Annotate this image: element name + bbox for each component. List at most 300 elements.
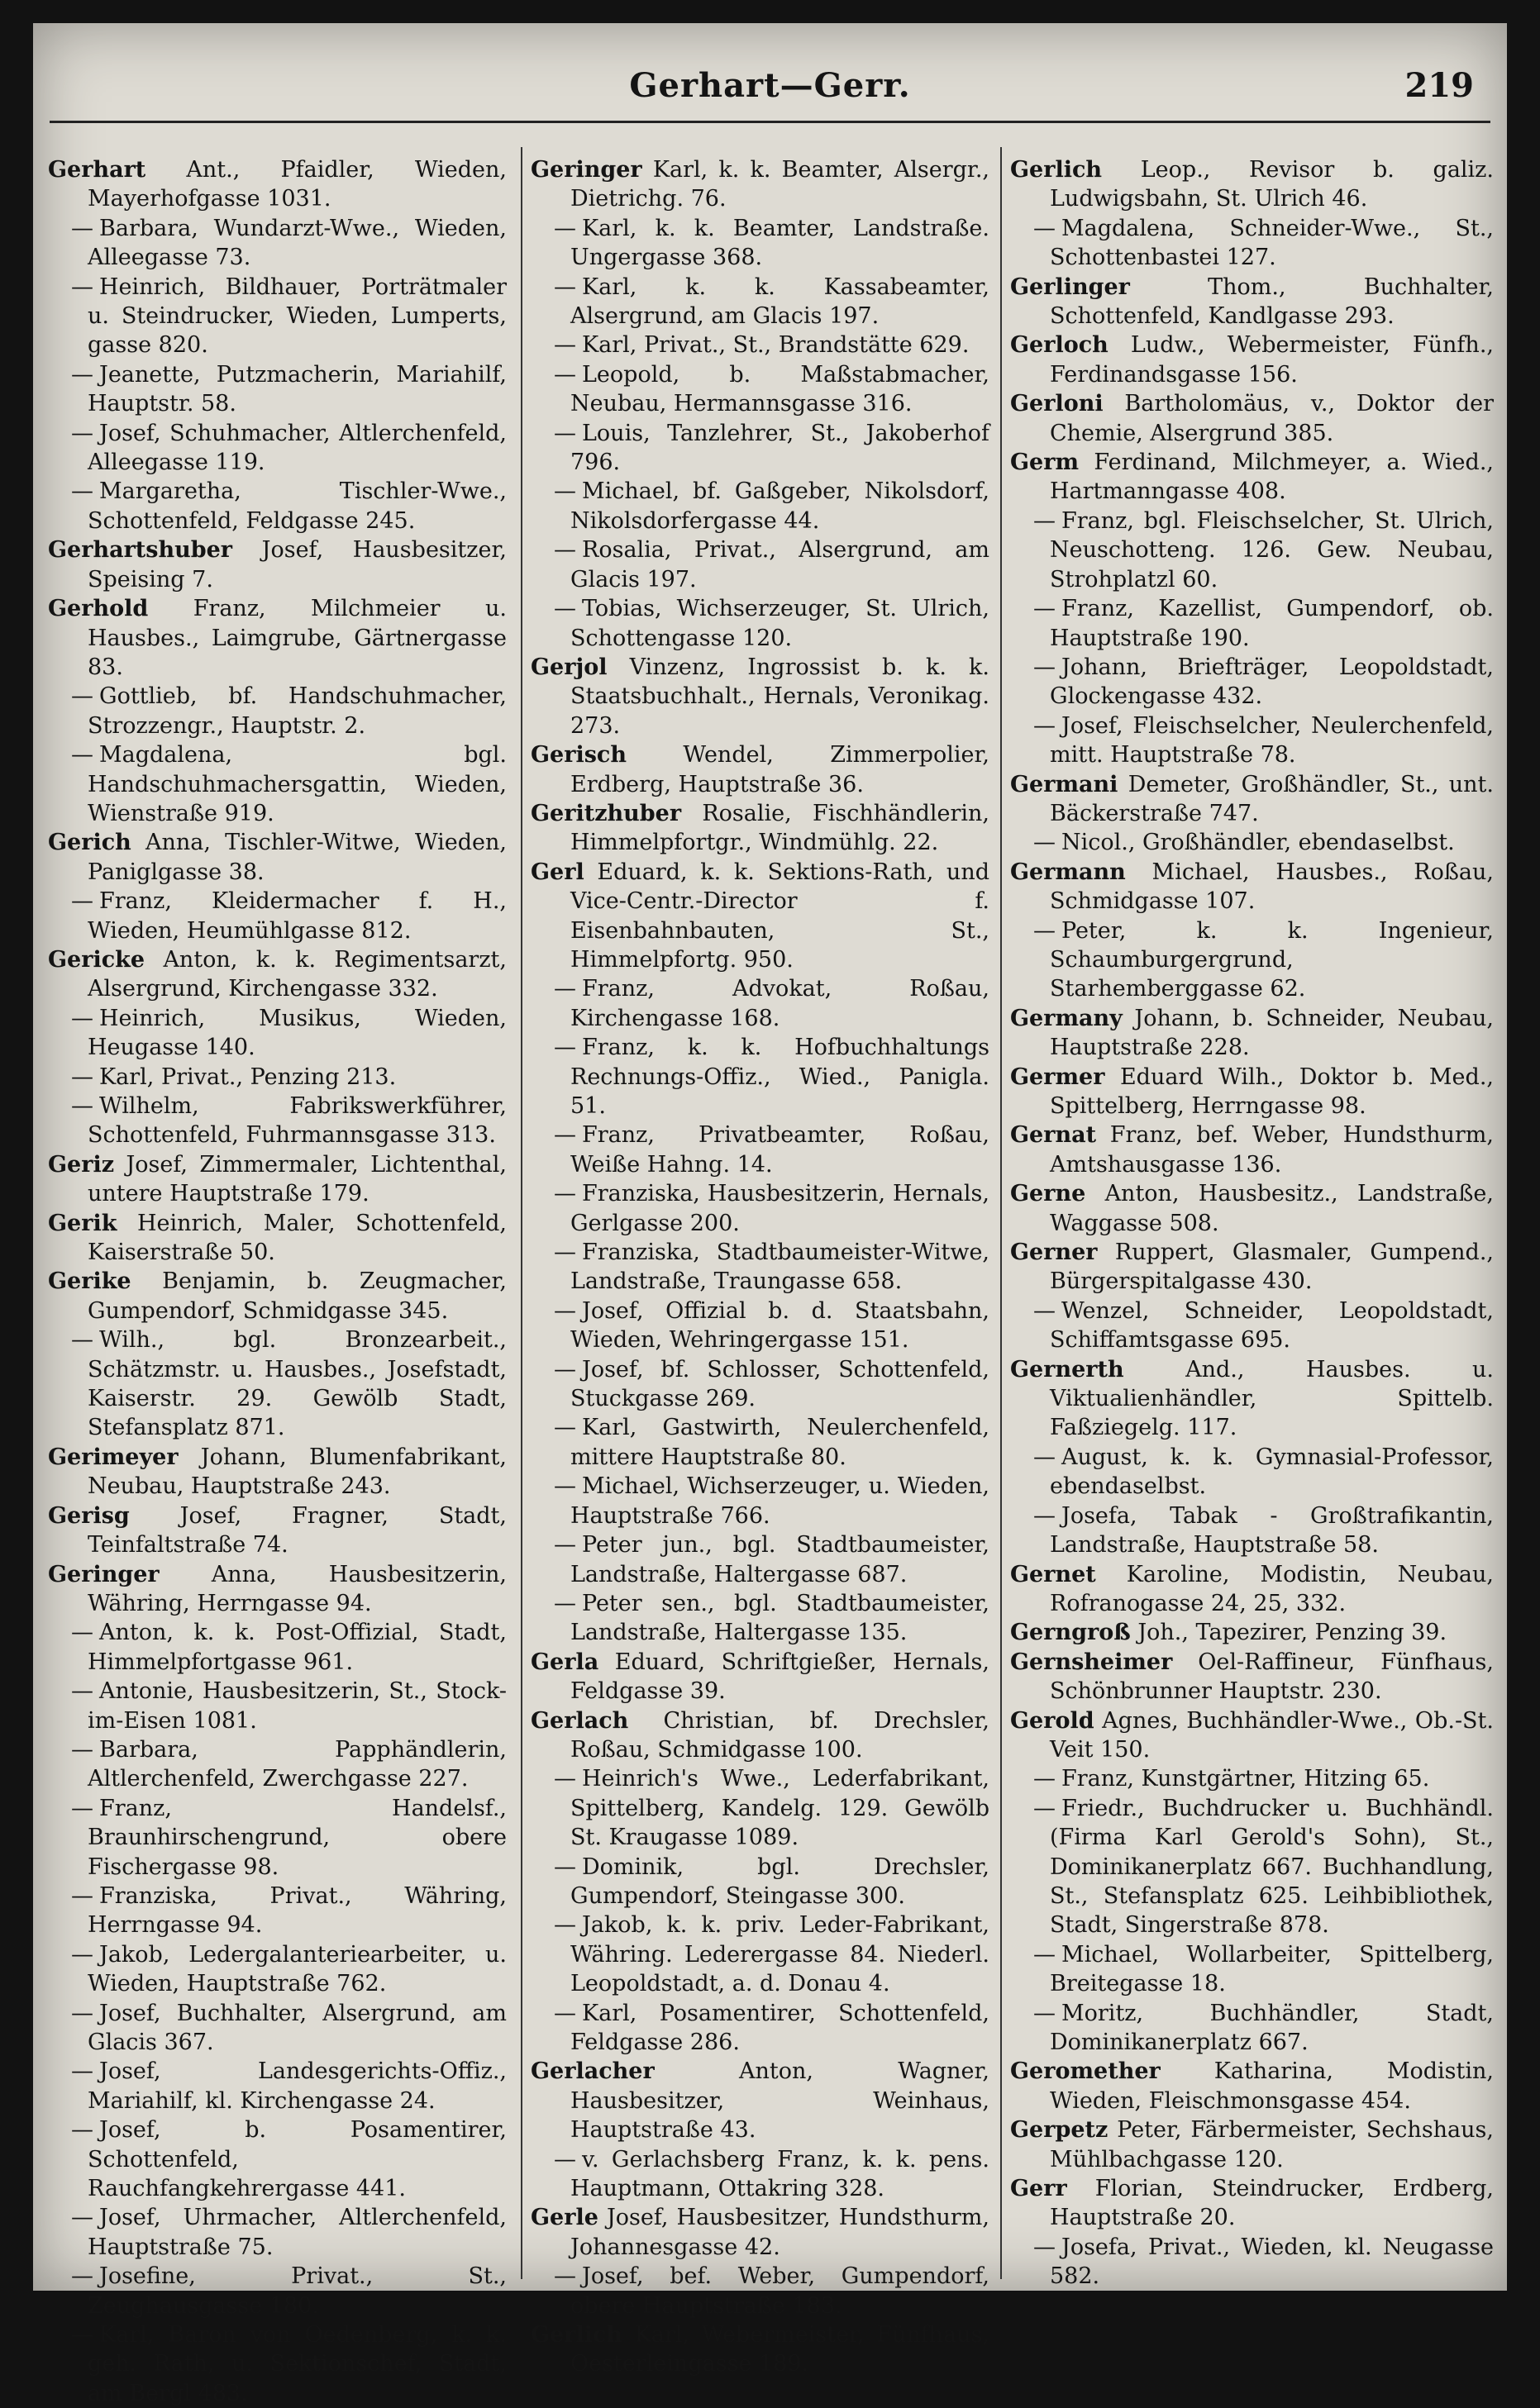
entry-text: Barbara, Wundarzt-Wwe., Wieden, Alleegasse 73. [88,215,507,271]
entry-text: Josef, Hausbesitzer, Hundsthurm, Johannesgasse 42. [570,2205,989,2260]
directory-entry [48,1618,507,1677]
entry-text: Christian, bf. Drechsler, Roßau, Schmidgasse 100. [570,1707,989,1763]
entry-text: Karl, k. k. Kassabeamter, Alsergrund, am Glacis 197. [570,274,989,330]
entry-surname: Germ [1010,450,1080,476]
entry-text: Jakob, k. k. priv. Leder-Fabrikant, Währing. Lederergasse 84. Niederl. Leopoldstadt, a. d. Donau 4. [570,1912,989,1997]
directory-entry [48,155,507,214]
entry-text: Eduard Wilh., Doktor b. Med., Spittelberg, Herrngasse 98. [1050,1064,1494,1119]
directory-entry [48,1677,507,1735]
entry-text: Margaretha, Tischler-Wwe., Schottenfeld, Feldgasse 245. [88,478,507,534]
entry-dash: — [554,2263,576,2290]
directory-entry [531,2262,989,2320]
directory-entry [531,2203,989,2262]
entry-dash: — [71,2322,93,2349]
entry-text: Rosalie, Fischhändlerin, Himmelpfortgr., Windmühlg. 22. [570,800,989,856]
entry-text: Josef, Hausbesitzer, Speising 7. [88,537,507,592]
entry-text: Franz, Milchmeier u. Hausbes., Laimgrube, Gärtnergasse 83. [88,596,507,680]
entry-text: Oel-Raffineur, Fünfhaus, Schönbrunner Hauptstr. 230. [1050,1649,1494,1705]
directory-entry [1010,1179,1494,1238]
entry-surname: Gerimeyer [48,1444,179,1470]
entry-surname: Germani [1010,771,1118,797]
entry-text: Karl, Privat., Penzing 213. [99,1064,397,1090]
column-divider [521,147,522,2279]
entry-text: Louis, Tanzlehrer, St., Jakoberhof 796. [570,420,989,476]
directory-entry [1010,653,1494,711]
entry-text: Ferdinand, Milchmeyer, a. Wied., Hartmanngasse 408. [1050,450,1494,505]
entry-surname: Gerr [1010,2176,1067,2202]
entry-dash: — [71,2000,93,2026]
entry-text: Josef, bef. Weber, Gumpendorf, obere Hauptstraße 183. [570,2263,989,2319]
directory-entry [531,1706,989,1765]
entry-text: Franziska, Privat., Währing, Herrngasse 94. [88,1882,507,1939]
column-divider [1000,147,1002,2279]
entry-dash: — [554,1240,576,1266]
directory-entry [48,1560,507,1619]
entry-dash: — [1033,215,1056,241]
entry-surname: Gerhartshuber [48,537,233,564]
entry-text: Josefa, Privat., Wieden, kl. Neugasse 582. [1050,2234,1494,2290]
entry-text: Leop., Revisor b. galiz. Ludwigsbahn, St. Ulrich 46. [1050,157,1494,212]
entry-text: Josef, Fragner, Stadt, Teinfaltstraße 74. [88,1502,507,1559]
entry-surname: Geritzhuber [531,800,682,826]
entry-text: Anton, k. k. Post-Offizial, Stadt, Himmelpfortgasse 961. [88,1620,507,1675]
entry-text: Rosalia, Privat., Alsergrund, am Glacis 197. [570,537,989,592]
entry-text: Ludw., Webermeister, Fünfh., Ferdinandsgasse 156. [1050,332,1494,388]
directory-entry [1010,770,1494,829]
entry-text: Anton, Wagner, Hausbesitzer, Weinhaus, Hauptstraße 43. [570,2058,989,2144]
entry-surname: Geriz [48,1151,115,1178]
directory-entry [1010,155,1494,214]
entry-text: Franz, Privatbeamter, Roßau, Weiße Hahng. 14. [570,1122,989,1178]
directory-entry [531,1297,989,1355]
column-2 [531,155,989,2377]
entry-dash: — [71,478,93,505]
entry-surname: Germany [1010,1005,1123,1031]
entry-dash: — [71,2058,93,2085]
entry-dash: — [71,2205,93,2231]
directory-entry [1010,331,1494,389]
directory-entry [531,974,989,1033]
entry-dash: — [71,1795,93,1821]
directory-entry [1010,273,1494,331]
entry-dash: — [71,361,93,388]
entry-text: Anton, Hausbesitz., Landstraße, Waggasse 508. [1050,1181,1494,1236]
entry-surname: Gerne [1010,1181,1086,1207]
entry-text: Agnes, Buchhändler-Wwe., Ob.-St. Veit 150. [1050,1707,1494,1763]
directory-entry [531,2145,989,2204]
directory-entry [48,2115,507,2203]
entry-dash: — [1033,1941,1056,1968]
directory-entry [531,1413,989,1472]
entry-text: Magdalena, Schneider-Wwe., St., Schottenbastei 127. [1050,215,1494,271]
directory-entry [48,214,507,273]
entry-dash: — [71,1005,93,1031]
directory-entry [531,1911,989,1998]
entry-text: Franziska, Stadtbaumeister-Witwe, Landstraße, Traungasse 658. [570,1240,989,1295]
entry-text: Heinrich, Maler, Schottenfeld, Kaiserstraße 50. [88,1210,507,1266]
entry-dash: — [554,1473,576,1500]
directory-entry [531,594,989,653]
directory-entry [1010,2233,1494,2291]
entry-surname: Germann [1010,859,1126,885]
directory-entry [531,214,989,273]
entry-text: Florian, Steindrucker, Erdberg, Hauptstraße 20. [1050,2176,1494,2231]
entry-text: Jeanette, Putzmacherin, Mariahilf, Hauptstr. 58. [88,361,507,417]
directory-entry [48,594,507,682]
entry-text: Franz, Kunstgärtner, Hitzing 65. [1061,1766,1430,1792]
entry-dash: — [1033,830,1056,856]
entry-text: Katharina, Modistin, Wieden, Fleischmonsgasse 454. [1050,2058,1494,2114]
entry-text: Michael, Wichserzeuger, u. Wieden, Hauptstraße 766. [570,1473,989,1529]
entry-text: And., Hausbes. u. Viktualienhändler, Spittelb. Faßziegelg. 117. [1050,1356,1494,1441]
entry-surname: Gerlach [531,1707,629,1734]
entry-text: August, k. k. Gymnasial-Professor, ebendaselbst. [1050,1444,1494,1500]
entry-text: Josef, bf. Schlosser, Schottenfeld, Stuckgasse 269. [570,1356,989,1412]
directory-entry [1010,916,1494,1004]
entry-dash: — [554,596,576,622]
entry-surname: Geringer [531,157,642,183]
directory-entry [1010,1355,1494,1443]
entry-text: Peter sen., bgl. Stadtbaumeister, Landstraße, Haltergasse 135. [570,1590,989,1646]
column-1 [48,155,507,2406]
directory-entry [1010,1706,1494,1765]
directory-entry [1010,1560,1494,1619]
directory-entry [531,1589,989,1648]
directory-entry [48,887,507,945]
directory-entry [48,535,507,594]
entry-text: Benjamin, b. Zeugmacher, Gumpendorf, Schmidgasse 345. [88,1268,507,1324]
directory-entry [1010,1940,1494,1999]
directory-entry [48,2320,507,2408]
entry-dash: — [71,1736,93,1763]
entry-dash: — [1033,1297,1056,1324]
entry-text: Leopold, b. Maßstabmacher, Neubau, Hermannsgasse 316. [570,361,989,417]
entry-surname: Gerlich [1010,157,1103,183]
entry-surname: Gernsheimer [1010,1649,1173,1675]
directory-entry [48,1501,507,1560]
directory-entry [48,1999,507,2058]
entry-surname: Gerhold [48,596,149,622]
directory-entry [531,360,989,419]
entry-surname: Gernerth [1010,1356,1124,1382]
directory-entry [531,273,989,331]
entry-surname: Gerhart [48,157,146,183]
entry-surname: Gerisg [48,1502,130,1529]
directory-entry [1010,2057,1494,2115]
directory-entry [531,653,989,740]
entry-dash: — [554,1766,576,1792]
entry-surname: Gerold [1010,1707,1094,1734]
entry-dash: — [554,1181,576,1207]
entry-dash: — [71,1620,93,1646]
directory-entry [48,477,507,535]
entry-text: v. Gerlachsberg Franz, k. k. pens. Hauptmann, Ottakring 328. [570,2146,989,2202]
entry-dash: — [71,1327,93,1354]
entry-text: Josef, Fleischselcher, Neulerchenfeld, mitt. Hauptstraße 78. [1050,712,1494,769]
entry-surname: Gerl [531,859,584,885]
entry-text: Heinrich, Bildhauer, Porträtmaler u. Steindrucker, Wieden, Lumperts, gasse 820. [88,274,507,359]
directory-entry [531,1033,989,1121]
entry-dash: — [554,2146,576,2172]
entry-text: Johann, Blumenfabrikant, Neubau, Hauptstraße 243. [88,1444,507,1500]
directory-entry [1010,1618,1494,1647]
directory-entry [48,1267,507,1325]
entry-text: Tobias, Wichserzeuger, St. Ulrich, Schottengasse 120. [570,596,989,651]
entry-surname: Gerle [531,2205,598,2231]
entry-dash: — [71,683,93,710]
entry-dash: — [71,1093,93,1119]
entry-text: Michael, Wollarbeiter, Spittelberg, Breitegasse 18. [1050,1941,1494,1997]
directory-entry [1010,1121,1494,1179]
directory-entry [531,2057,989,2144]
directory-entry [1010,1443,1494,1501]
entry-dash: — [1033,654,1056,680]
entry-text: Josef, Schuhmacher, Altlerchenfeld, Alleegasse 119. [88,420,507,476]
directory-entry [1010,2115,1494,2174]
entry-surname: Gerisch [531,742,627,769]
entry-surname: Gericke [48,946,145,973]
entry-dash: — [554,537,576,564]
entry-text: Karoline, Modistin, Neubau, Rofranogasse 24, 25, 332. [1050,1561,1494,1616]
entry-dash: — [1033,1444,1056,1470]
directory-entry [531,477,989,535]
directory-entry [531,740,989,799]
entry-text: Josef, Offizial b. d. Staatsbahn, Wieden, Wehringergasse 151. [570,1297,989,1354]
directory-entry [1010,828,1494,857]
entry-text: Josef, Landesgerichts-Offiz., Mariahilf, kl. Kirchengasse 24. [88,2058,507,2114]
directory-entry [1010,1501,1494,1560]
directory-entry [48,1004,507,1063]
directory-entry [48,1882,507,1940]
directory-entry [48,1794,507,1882]
entry-text: Anton, k. k. Regimentsarzt, Alsergrund, Kirchengasse 332. [88,946,507,1002]
entry-text: Franz, bgl. Fleischselcher, St. Ulrich, Neuschotteng. 126. Gew. Neubau, Strohplatzl 60. [1050,507,1494,592]
directory-entry [531,331,989,359]
entry-surname: Gerloni [1010,391,1104,417]
column-3 [1010,155,1494,2290]
entry-dash: — [554,420,576,446]
entry-surname: Gernet [1010,1561,1096,1587]
entry-dash: — [554,332,576,359]
entry-dash: — [1033,596,1056,622]
page-header [33,66,1507,124]
entry-text: Josef, Uhrmacher, Altlerchenfeld, Hauptstraße 75. [88,2205,507,2260]
entry-text: Franz, Kleidermacher f. H., Wieden, Heumühlgasse 812. [88,888,507,944]
entry-text: Karl, Posamentirer, Schottenfeld, Feldgasse 286. [570,2000,989,2055]
entry-dash: — [554,976,576,1002]
entry-text: Peter jun., bgl. Stadtbaumeister, Landstraße, Haltergasse 687. [570,1532,989,1587]
directory-entry [531,799,989,858]
directory-entry [48,2203,507,2262]
entry-dash: — [554,1532,576,1559]
directory-entry [531,1853,989,1911]
entry-text: Josef, b. Posamentirer, Schottenfeld, Rauchfangkehrergasse 441. [88,2117,507,2202]
entry-dash: — [71,1678,93,1705]
entry-dash: — [71,1064,93,1090]
entry-text: Joh., Tapezirer, Penzing 39. [1137,1620,1447,1646]
directory-entry [48,2057,507,2115]
directory-entry [531,155,989,214]
entry-text: Ant., Pfaidler, Wieden, Mayerhofgasse 1031. [88,157,507,212]
directory-entry [48,1735,507,1794]
directory-entry [1010,1764,1494,1793]
directory-page [33,23,1507,2406]
entry-text: Magdalena, bgl. Handschuhmachersgattin, Wieden, Wienstraße 919. [88,742,507,826]
entry-text: Antonie, Hausbesitzerin, St., Stock-im-Eisen 1081. [88,1678,507,1734]
entry-text: Wilh., bgl. Bronzearbeit., Schätzmstr. u. Hausbes., Josefstadt, Kaiserstr. 29. Gewölb Stadt, Stefansplatz 871. [88,1327,507,1441]
entry-text: Michael, bf. Gaßgeber, Nikolsdorf, Nikolsdorfergasse 44. [570,478,989,534]
directory-entry [531,1764,989,1852]
directory-entry [48,945,507,1004]
directory-entry [48,740,507,828]
directory-entry [48,1940,507,1999]
directory-entry [48,1150,507,1209]
entry-text: Heinrich's Wwe., Lederfabrikant, Spittelberg, Kandelg. 129. Gewölb St. Kraugasse 1089. [570,1766,989,1851]
entry-dash: — [71,2263,93,2290]
directory-entry [1010,1238,1494,1297]
entry-text: Eduard, k. k. Sektions-Rath, und Vice-Centr.-Director f. Eisenbahnbauten, St., Himmelpfortg. 950. [570,859,989,973]
directory-entry [531,1121,989,1179]
entry-surname: Geromether [1010,2058,1161,2085]
directory-entry [1010,448,1494,507]
directory-entry [1010,1063,1494,1121]
entry-text: Demeter, Großhändler, St., unt. Bäckerstraße 747. [1050,771,1494,826]
directory-entry [1010,1794,1494,1940]
directory-entry [48,2262,507,2320]
entry-text: Dominik, bgl. Drechsler, Gumpendorf, Steingasse 300. [570,1854,989,1909]
directory-entry [531,419,989,478]
entry-text: Josef, Buchhalter, Alsergrund, am Glacis 367. [88,2000,507,2055]
entry-text: Karl, Baron von Oedenberg, k. k. geh. Rath, u. Sektionschef, Stadt, am Bergl 483. [88,2322,507,2406]
entry-surname: Gerlacher [531,2058,655,2085]
directory-entry [1010,858,1494,916]
entry-text: Anna, Hausbesitzerin, Währing, Herrngasse 94. [88,1561,507,1616]
entry-surname: Gerik [48,1210,117,1236]
directory-entry [48,1092,507,1150]
entry-text: Ruppert, Glasmaler, Gumpend., Bürgerspitalgasse 430. [1050,1240,1494,1295]
entry-text: Moritz, Buchhändler, Stadt, Dominikanerplatz 667. [1050,2000,1494,2055]
directory-entry [48,1063,507,1092]
entry-dash: — [1033,1795,1056,1821]
entry-dash: — [554,2000,576,2026]
entry-text: Thom., Buchhalter, Schottenfeld, Kandlgasse 293. [1050,274,1494,330]
entry-dash: — [554,1356,576,1382]
entry-dash: — [71,1941,93,1968]
entry-text: Michael, Hausbes., Roßau, Schmidgasse 107. [1050,859,1494,915]
entry-dash: — [554,1912,576,1939]
entry-dash: — [554,215,576,241]
directory-entry [1010,507,1494,594]
entry-dash: — [1033,507,1056,534]
entry-dash: — [554,274,576,300]
entry-surname: Gerlich [531,2322,623,2349]
directory-entry [1010,1999,1494,2058]
entry-text: Josefine, Privat., St., Zeughausgasse 180. [88,2263,507,2319]
entry-dash: — [71,215,93,241]
entry-dash: — [554,478,576,505]
entry-dash: — [1033,2234,1056,2260]
entry-surname: Gerlinger [1010,274,1130,300]
page-number: 219 [1404,66,1474,105]
directory-entry [1010,711,1494,770]
entry-text: Peter, Färbermeister, Sechshaus, Mühlbachgasse 120. [1050,2117,1494,2172]
entry-surname: Gerngroß [1010,1620,1131,1646]
directory-entry [1010,1648,1494,1706]
entry-text: Heinrich, Musikus, Wieden, Heugasse 140. [88,1005,507,1061]
directory-entry [1010,1004,1494,1063]
entry-text: Franz, k. k. Hofbuchhaltungs Rechnungs-Offiz., Wied., Panigla. 51. [570,1035,989,1119]
entry-dash: — [71,742,93,769]
directory-entry [1010,1297,1494,1355]
entry-dash: — [554,1590,576,1616]
entry-text: Wilhelm, Fabrikswerkführer, Schottenfeld, Fuhrmannsgasse 313. [88,1093,507,1149]
entry-dash: — [554,1122,576,1149]
directory-entry [531,858,989,975]
entry-text: Vinzenz, Ingrossist b. k. k. Staatsbuchhalt., Hernals, Veronikag. 273. [570,654,989,739]
entry-surname: Gerla [531,1649,599,1675]
entry-dash: — [554,1854,576,1880]
directory-entry [531,1238,989,1297]
directory-entry [531,1179,989,1238]
directory-entry [531,1355,989,1414]
directory-entry [48,1209,507,1268]
entry-dash: — [554,361,576,388]
entry-text: Johann, b. Schneider, Neubau, Hauptstraße 228. [1050,1005,1494,1061]
entry-dash: — [1033,712,1056,739]
entry-surname: Geringer [48,1561,160,1587]
directory-entry [48,360,507,419]
entry-dash: — [71,1882,93,1909]
entry-surname: Gerjol [531,654,608,680]
directory-entry [48,419,507,478]
entry-text: Franz, bef. Weber, Hundsthurm, Amtshausgasse 136. [1050,1122,1494,1178]
entry-text: Franz, Kazellist, Gumpendorf, ob. Hauptstraße 190. [1050,596,1494,651]
entry-surname: Gerike [48,1268,131,1295]
entry-text: Karl, Gastwirth, Neulerchenfeld, mittere Hauptstraße 80. [570,1415,989,1470]
entry-surname: Gerpetz [1010,2117,1109,2144]
running-head: Gerhart—Gerr. [629,66,911,105]
entry-surname: Germer [1010,1064,1105,1090]
entry-text: Gottlieb, bf. Handschuhmacher, Strozzengr., Hauptstr. 2. [88,683,507,739]
directory-entry [48,828,507,887]
entry-surname: Gerner [1010,1240,1098,1266]
entry-text: Jakob, Ledergalanteriearbeiter, u. Wieden, Hauptstraße 762. [88,1941,507,1997]
entry-text: Karl, k. k. Beamter, Alsergr., Dietrichg. 76. [570,157,989,212]
directory-entry [1010,2174,1494,2233]
directory-entry [531,2320,989,2379]
entry-text: Wendel, Zimmerpolier, Erdberg, Hauptstraße 36. [570,742,989,797]
entry-dash: — [1033,917,1056,944]
directory-entry [48,682,507,740]
directory-entry [531,1472,989,1530]
directory-entry [531,1530,989,1589]
directory-entry [48,1325,507,1443]
entry-text: Friedr., Buchdrucker u. Buchhändl. (Firma Karl Gerold's Sohn), St., Dominikanerplatz 667. Buchhandlung, St., Stefansplatz 625. Leihbibliothek, Stadt, Singerstraße 878. [1050,1795,1494,1939]
entry-dash: — [71,888,93,915]
directory-entry [531,1999,989,2058]
entry-text: Peter, k. k. Ingenieur, Schaumburgergrund, Starhemberggasse 62. [1050,917,1494,1002]
directory-entry [1010,214,1494,273]
directory-entry [48,1443,507,1501]
entry-text: Franz, Handelsf., Braunhirschengrund, obere Fischergasse 98. [88,1795,507,1880]
entry-text: Johann, Briefträger, Leopoldstadt, Glockengasse 432. [1050,654,1494,710]
entry-text: Barbara, Papphändlerin, Altlerchenfeld, Zwerchgasse 227. [88,1736,507,1792]
entry-text: Eduard, Schriftgießer, Hernals, Feldgasse 39. [570,1649,989,1705]
directory-entry [1010,389,1494,448]
entry-dash: — [554,1035,576,1061]
entry-dash: — [1033,1766,1056,1792]
directory-entry [531,535,989,594]
